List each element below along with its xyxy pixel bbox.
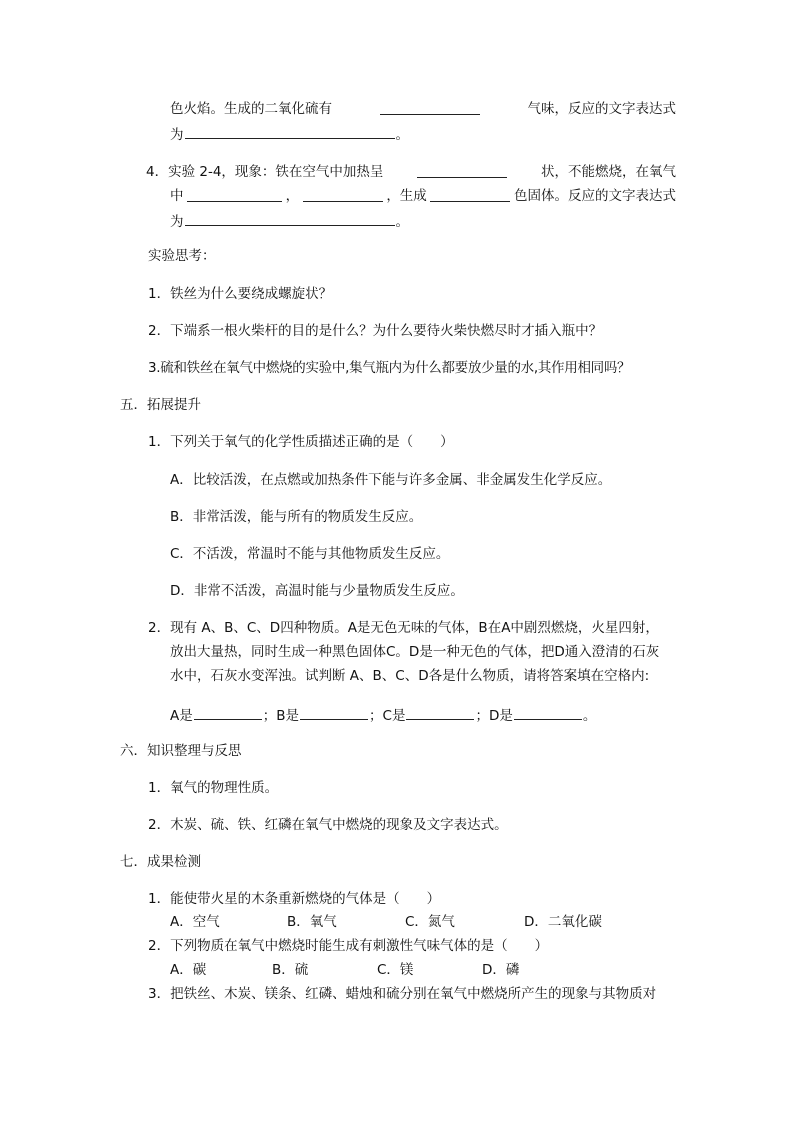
blank-a[interactable]	[194, 704, 262, 720]
blank-smell[interactable]	[380, 99, 480, 115]
section-5-heading: 五．拓展提升	[120, 397, 201, 413]
q4-line-3	[170, 210, 409, 232]
text: 。	[395, 127, 409, 143]
sulfur-line-1	[170, 99, 676, 119]
sulfur-line-2	[170, 123, 409, 145]
thinking-q2: 2．下端系一根火柴杆的目的是什么？为什么要待火柴快燃尽时才插入瓶中？	[148, 323, 603, 339]
blank-expression[interactable]	[185, 210, 395, 226]
s7-q2-option-c[interactable]: C．镁	[377, 962, 414, 978]
s7-q1: 1．能使带火星的木条重新燃烧的气体是（ ）	[148, 891, 441, 907]
blank-state[interactable]	[417, 162, 507, 178]
s5-q2-answers	[170, 704, 596, 726]
s7-q2-option-b[interactable]: B．硫	[272, 962, 309, 978]
s7-q3: 3．把铁丝、木炭、镁条、红磷、蜡烛和硫分别在氧气中燃烧所产生的现象与其物质对	[148, 986, 657, 1002]
s5-q2-line-1: 2．现有 A、B、C、D四种物质。A是无色无味的气体，B在A中剧烈燃烧，火星四射，	[148, 620, 659, 636]
s5-q1-option-c[interactable]: C．不活泼，常温时不能与其他物质发生反应。	[170, 546, 450, 562]
s7-q1-option-d[interactable]: D．二氧化碳	[524, 914, 602, 930]
s5-q1: 1．下列关于氧气的化学性质描述正确的是（ ）	[148, 434, 454, 450]
text: ，生成	[386, 188, 427, 204]
s7-q1-option-a[interactable]: A．空气	[170, 914, 220, 930]
s6-q2: 2．木炭、硫、铁、红磷在氧气中燃烧的现象及文字表达式。	[148, 817, 508, 833]
blank-c[interactable]	[406, 704, 474, 720]
label-b: ；B是	[262, 708, 300, 724]
text: 气味，反应的文字表达式	[527, 101, 676, 117]
text: 色火焰。生成的二氧化硫有	[170, 101, 332, 117]
blank-phenomenon-2[interactable]	[303, 186, 383, 202]
blank-expression[interactable]	[185, 123, 395, 139]
s7-q2-option-a[interactable]: A．碳	[170, 962, 207, 978]
text: 为	[170, 127, 184, 143]
s7-q1-option-b[interactable]: B．氧气	[287, 914, 337, 930]
label-a: A是	[170, 708, 193, 724]
s7-q1-option-c[interactable]: C．氮气	[405, 914, 455, 930]
text: 。	[582, 708, 597, 724]
s5-q2-line-2: 放出大量热，同时生成一种黑色固体C。D是一种无色的气体，把D通入澄清的石灰	[170, 644, 660, 660]
s7-q2-option-d[interactable]: D．磷	[482, 962, 520, 978]
s5-q1-option-b[interactable]: B．非常活泼，能与所有的物质发生反应。	[170, 509, 423, 525]
q4-line-1	[146, 162, 676, 182]
section-6-heading: 六．知识整理与反思	[120, 743, 242, 759]
thinking-q3: 3.硫和铁丝在氧气中燃烧的实验中,集气瓶内为什么都要放少量的水,其作用相同吗？	[148, 360, 631, 376]
blank-d[interactable]	[514, 704, 582, 720]
label-d: ；D是	[475, 708, 513, 724]
blank-b[interactable]	[300, 704, 368, 720]
text: 4．实验 2-4，现象：铁在空气中加热呈	[146, 164, 384, 180]
blank-phenomenon-1[interactable]	[187, 186, 282, 202]
blank-color[interactable]	[430, 186, 510, 202]
thinking-q1: 1．铁丝为什么要绕成螺旋状？	[148, 286, 333, 302]
section-7-heading: 七．成果检测	[120, 854, 201, 870]
text: 。	[395, 214, 409, 230]
text: 中	[170, 188, 184, 204]
text: 状，不能燃烧，在氧气	[541, 164, 676, 180]
text: 色固体。反应的文字表达式	[513, 188, 676, 204]
thinking-heading: 实验思考：	[148, 248, 216, 264]
label-c: ；C是	[369, 708, 406, 724]
s5-q2-line-3: 水中，石灰水变浑浊。试判断 A、B、C、D各是什么物质，请将答案填在空格内:	[170, 668, 650, 684]
s6-q1: 1．氧气的物理性质。	[148, 780, 279, 796]
s5-q1-option-d[interactable]: D．非常不活泼，高温时能与少量物质发生反应。	[170, 583, 464, 599]
s7-q2: 2．下列物质在氧气中燃烧时能生成有刺激性气味气体的是（ ）	[148, 938, 549, 954]
s5-q1-option-a[interactable]: A．比较活泼，在点燃或加热条件下能与许多金属、非金属发生化学反应。	[170, 472, 612, 488]
text: 为	[170, 214, 184, 230]
q4-line-2	[170, 186, 676, 206]
text: ，	[285, 188, 300, 204]
